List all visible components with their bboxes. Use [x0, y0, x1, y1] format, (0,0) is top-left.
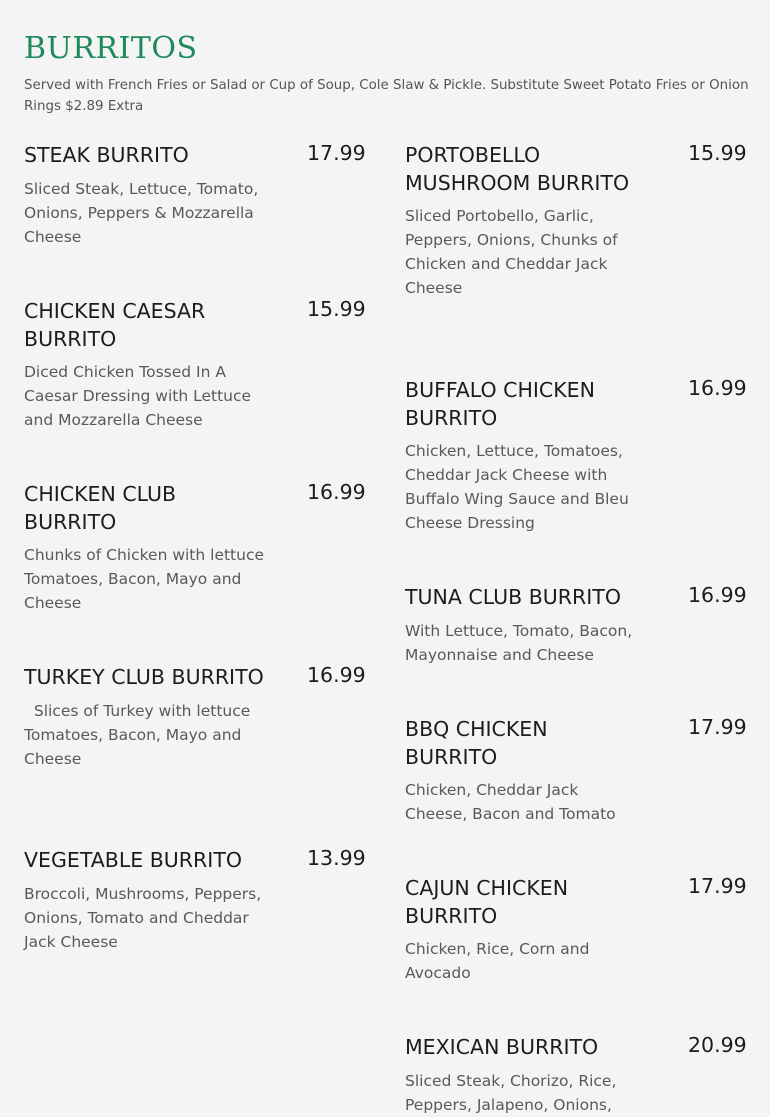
menu-item-name: TURKEY CLUB BURRITO — [24, 665, 264, 689]
menu-item-price: 17.99 — [688, 874, 747, 898]
menu-item-price: 16.99 — [688, 376, 747, 400]
menu-item-name: VEGETABLE BURRITO — [24, 848, 242, 872]
menu-item-bbq-chicken-burrito — [405, 715, 747, 826]
menu-item-tuna-club-burrito — [405, 583, 747, 667]
menu-item-name: CHICKEN CLUB BURRITO — [24, 482, 177, 534]
menu-item-description: Sliced Steak, Lettuce, Tomato, Onions, Peppers & Mozzarella Cheese — [24, 179, 259, 246]
section-title: BURRITOS — [24, 31, 198, 66]
menu-item-name: PORTOBELLO MUSHROOM BURRITO — [405, 143, 630, 195]
menu-item-description: With Lettuce, Tomato, Bacon, Mayonnaise and Cheese — [405, 621, 633, 664]
menu-item-price: 16.99 — [688, 583, 747, 607]
menu-item-chicken-club-burrito — [24, 480, 366, 615]
menu-item-name: MEXICAN BURRITO — [405, 1035, 599, 1059]
menu-item-price: 13.99 — [307, 846, 366, 870]
menu-item-name: BBQ CHICKEN BURRITO — [405, 717, 548, 769]
menu-item-price: 15.99 — [307, 297, 366, 321]
menu-item-description: Broccoli, Mushrooms, Peppers, Onions, Tomato and Cheddar Jack Cheese — [24, 884, 262, 951]
menu-item-cajun-chicken-burrito — [405, 874, 747, 985]
menu-item-price: 15.99 — [688, 141, 747, 165]
menu-item-turkey-club-burrito — [24, 663, 366, 771]
menu-item-name: STEAK BURRITO — [24, 143, 189, 167]
section-intro: Served with French Fries or Salad or Cup of Soup, Cole Slaw & Pickle. Substitute Sweet Potato Fries or Onion Rings $2.89 Extra — [24, 78, 749, 114]
menu-item-portobello-mushroom-burrito — [405, 141, 747, 300]
menu-item-name: CHICKEN CAESAR BURRITO — [24, 299, 206, 351]
menu-item-description: Chicken, Cheddar Jack Cheese, Bacon and Tomato — [405, 781, 616, 823]
menu-item-price: 17.99 — [307, 141, 366, 165]
menu-item-steak-burrito — [24, 141, 366, 249]
menu-item-name: BUFFALO CHICKEN BURRITO — [405, 378, 595, 430]
menu-item-description: Slices of Turkey with lettuce Tomatoes, Bacon, Mayo and Cheese — [24, 701, 251, 768]
menu-item-price: 16.99 — [307, 663, 366, 687]
menu-item-description: Sliced Steak, Chorizo, Rice, Peppers, Jalapeno, Onions, — [405, 1071, 617, 1114]
menu-item-vegetable-burrito — [24, 846, 366, 954]
menu-item-chicken-caesar-burrito — [24, 297, 366, 432]
menu-item-name: CAJUN CHICKEN BURRITO — [405, 876, 569, 928]
menu-item-description: Diced Chicken Tossed In A Caesar Dressing with Lettuce and Mozzarella Cheese — [24, 363, 252, 429]
menu-item-name: TUNA CLUB BURRITO — [405, 585, 621, 609]
menu-item-description: Chunks of Chicken with lettuce Tomatoes, Bacon, Mayo and Cheese — [24, 546, 265, 612]
menu-item-description: Chicken, Lettuce, Tomatoes, Cheddar Jack Cheese with Buffalo Wing Sauce and Bleu Cheese Dressing — [405, 442, 629, 532]
menu-item-price: 20.99 — [688, 1033, 747, 1057]
menu-item-mexican-burrito — [405, 1033, 747, 1117]
menu-item-buffalo-chicken-burrito — [405, 376, 747, 535]
menu-item-description: Sliced Portobello, Garlic, Peppers, Onions, Chunks of Chicken and Cheddar Jack Cheese — [405, 207, 618, 297]
menu-item-price: 17.99 — [688, 715, 747, 739]
menu-item-price: 16.99 — [307, 480, 366, 504]
menu-item-description: Chicken, Rice, Corn and Avocado — [405, 940, 590, 982]
